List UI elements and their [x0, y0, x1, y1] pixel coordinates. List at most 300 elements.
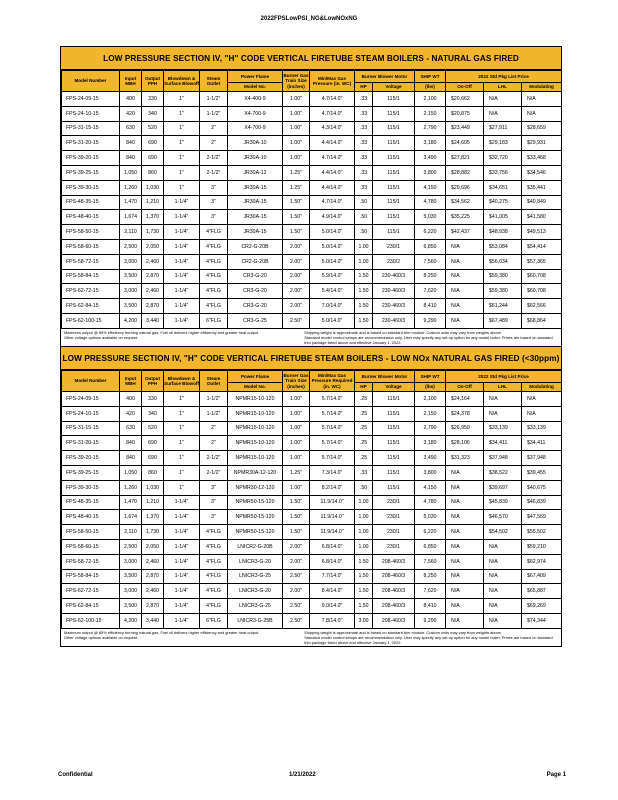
table-cell: $40,275	[484, 195, 522, 210]
table-cell: 1.00"	[283, 406, 310, 421]
table-cell: N/A	[522, 392, 562, 407]
table-cell: 2.00"	[283, 269, 310, 284]
table-cell: $35,441	[522, 180, 562, 195]
table-cell: $49,513	[522, 225, 562, 240]
col-output: Output PPH	[142, 71, 164, 92]
table-cell: FPS-62-100-15	[62, 613, 120, 628]
table-row	[62, 569, 562, 584]
table-cell: 690	[142, 451, 164, 466]
table-cell: N/A	[446, 613, 484, 628]
table-cell: FPS-39-20-15	[62, 451, 120, 466]
footnote: Other voltage options available on request.	[64, 634, 138, 640]
table-cell: 1,050	[120, 465, 142, 480]
table-cell: $40,849	[522, 195, 562, 210]
table-cell: 1-1/4"	[164, 554, 200, 569]
table-cell: 1"	[164, 480, 200, 495]
table-cell: $48,938	[484, 225, 522, 240]
table-cell: .25	[355, 436, 373, 451]
price-table	[61, 370, 562, 629]
table-cell: 8,250	[415, 269, 446, 284]
table-row	[62, 195, 562, 210]
table-cell: 4.7/14.0"	[310, 151, 355, 166]
col-blower-motor: Burner Blower Motor	[355, 371, 415, 383]
table-cell: 9.0/14.0"	[310, 599, 355, 614]
footnote: Standard model control setups are recommendation only. User may specify any set-up option for any model boiler. Prices are based on standard trim package listed above and effective January 1, 2022.	[304, 334, 553, 345]
table-cell: 1,370	[142, 510, 164, 525]
col-model-number: Model Number	[62, 371, 120, 392]
table-cell: 5.0/14.0"	[310, 313, 355, 328]
table-cell: 115/1	[373, 136, 415, 151]
table-row	[62, 406, 562, 421]
document-title: 2022FPSLowPSI_NG&LowNOxNG	[260, 16, 358, 22]
table-cell: 2-1/2"	[200, 151, 228, 166]
table-cell: $62,974	[522, 554, 562, 569]
table-cell: .50	[355, 225, 373, 240]
table-cell: 2,500	[120, 239, 142, 254]
table-cell: $55,502	[522, 525, 562, 540]
table-cell: LNICR3-G-25	[228, 599, 283, 614]
col-blower-motor: Burner Blower Motor	[355, 71, 415, 83]
table-cell: 115/1	[373, 392, 415, 407]
table-cell: 115/1	[373, 92, 415, 107]
table-cell: $29,183	[484, 136, 522, 151]
table-cell: 1-1/4"	[164, 269, 200, 284]
table-cell: LNICR2-G-20B	[228, 539, 283, 554]
table-cell: 5,030	[415, 210, 446, 225]
table-cell: 2.00"	[283, 554, 310, 569]
table-cell: 1"	[164, 165, 200, 180]
table-cell: 1-1/4"	[164, 599, 200, 614]
table-row	[62, 151, 562, 166]
table-cell: 1-1/4"	[164, 313, 200, 328]
table-cell: 5.7/14.0"	[310, 421, 355, 436]
footer-page-number: Page 1	[546, 772, 566, 778]
table-cell: 230-460/3	[373, 269, 415, 284]
footnote: Shipping weight is approximate and is based on standard trim module. Custom units may vary from weights above.	[304, 329, 502, 335]
table-cell: 1.00"	[283, 436, 310, 451]
table-cell: $65,887	[522, 584, 562, 599]
table-cell: N/A	[446, 569, 484, 584]
table-cell: 520	[142, 121, 164, 136]
table-cell: 115/1	[373, 195, 415, 210]
table-cell: 3,440	[142, 313, 164, 328]
table-cell: FPS-24-10-15	[62, 406, 120, 421]
table-cell: 8.2/14.0"	[310, 480, 355, 495]
table-row	[62, 299, 562, 314]
table-cell: 1,674	[120, 210, 142, 225]
table-cell: 1.50	[355, 269, 373, 284]
table-cell: 115/1	[373, 106, 415, 121]
table-cell: 11.9/14.0"	[310, 525, 355, 540]
table-cell: FPS-24-10-15	[62, 106, 120, 121]
table-cell: 1-1/2"	[200, 92, 228, 107]
table-cell: 1.50	[355, 554, 373, 569]
table-cell: 7,620	[415, 284, 446, 299]
col-steam-outlet: Steam Outlet	[200, 71, 228, 92]
table-row	[62, 480, 562, 495]
table-cell: X4-400-9	[228, 92, 283, 107]
table-cell: .33	[355, 136, 373, 151]
table-cell: X4-700-9	[228, 106, 283, 121]
table-cell: 4.4/14.0"	[310, 136, 355, 151]
table-cell: 4"FLG	[200, 554, 228, 569]
table-cell: 1.50	[355, 313, 373, 328]
table-cell: 1-1/4"	[164, 225, 200, 240]
col-gas-pressure: Min/Max Gas Pressure (in. WC)	[310, 71, 355, 92]
table-cell: 2.50"	[283, 313, 310, 328]
table-cell: 690	[142, 151, 164, 166]
table-cell: FPS-24-09-15	[62, 92, 120, 107]
table-cell: .33	[355, 121, 373, 136]
table-cell: 1-1/4"	[164, 539, 200, 554]
table-cell: 630	[120, 121, 142, 136]
table-cell: FPS-31-20-15	[62, 136, 120, 151]
table-cell: 400	[120, 92, 142, 107]
table-cell: 4,200	[120, 313, 142, 328]
table-cell: $56,034	[484, 254, 522, 269]
table-cell: 1.50"	[283, 525, 310, 540]
table-cell: 9,290	[415, 313, 446, 328]
table-cell: 1-1/4"	[164, 239, 200, 254]
table-cell: 1"	[164, 180, 200, 195]
table-cell: NPMR15-10-120	[228, 392, 283, 407]
table-cell: N/A	[446, 254, 484, 269]
table-cell: .33	[355, 106, 373, 121]
table-cell: 4,150	[415, 180, 446, 195]
table-cell: 3.00	[355, 613, 373, 628]
table-cell: LNICR3-G-20	[228, 584, 283, 599]
table-cell: 3,500	[120, 269, 142, 284]
table-cell: N/A	[522, 406, 562, 421]
table-cell: FPS-58-84-15	[62, 569, 120, 584]
table-cell: 1.00	[355, 495, 373, 510]
table-cell: $33,468	[522, 151, 562, 166]
table-cell: N/A	[522, 106, 562, 121]
table-cell: 11.9/14.0"	[310, 495, 355, 510]
table-cell: JR30A-15	[228, 225, 283, 240]
table-cell: N/A	[484, 613, 522, 628]
table-cell: 2,110	[120, 525, 142, 540]
table-cell: 208-460/3	[373, 569, 415, 584]
table-cell: 1,730	[142, 525, 164, 540]
table-row	[62, 554, 562, 569]
table-cell: 230/1	[373, 539, 415, 554]
table-cell: 2,050	[142, 539, 164, 554]
table-cell: NPMR15-10-120	[228, 451, 283, 466]
table-cell: 3,000	[120, 584, 142, 599]
table-cell: 5.7/14.0"	[310, 436, 355, 451]
table-cell: 115/1	[373, 465, 415, 480]
table-cell: 4.9/14.0"	[310, 210, 355, 225]
table-cell: FPS-58-50-15	[62, 525, 120, 540]
table-cell: 2"	[200, 121, 228, 136]
table-cell: 5.7/14.0"	[310, 451, 355, 466]
footnote: Maximum output @ 85% efficiency burning natural gas. Fuel oil delivers higher efficiency and greater heat output.	[64, 329, 260, 335]
table-cell: 340	[142, 106, 164, 121]
col-modulating: Modulating	[522, 83, 562, 92]
table-cell: N/A	[446, 465, 484, 480]
table-cell: 840	[120, 436, 142, 451]
table-cell: $34,546	[522, 165, 562, 180]
col-blowdown: Blowdown & Surface Blowoff	[164, 371, 200, 392]
table-cell: 7.0/14.0"	[310, 299, 355, 314]
table-cell: 1,730	[142, 225, 164, 240]
table-cell: 7,560	[415, 554, 446, 569]
col-model-no: Model No.	[228, 83, 283, 92]
table-row	[62, 121, 562, 136]
table-cell: 4"FLG	[200, 599, 228, 614]
table-cell: 5.4/14.0"	[310, 284, 355, 299]
table-row	[62, 436, 562, 451]
footnote: Standard model control setups are recommendation only. User may specify any set-up option for any model boiler. Prices are based on standard trim package listed above and effective January 1, 2022.	[304, 634, 553, 645]
table-cell: N/A	[446, 284, 484, 299]
table-cell: FPS-58-84-15	[62, 269, 120, 284]
table-cell: 1,030	[142, 480, 164, 495]
col-voltage: Voltage	[373, 83, 415, 92]
col-blowdown: Blowdown & Surface Blowoff	[164, 71, 200, 92]
table-cell: 630	[120, 421, 142, 436]
table-cell: 2,100	[415, 92, 446, 107]
table-cell: FPS-39-30-15	[62, 480, 120, 495]
table-cell: 1.50"	[283, 195, 310, 210]
table-cell: 1.00	[355, 525, 373, 540]
table-cell: N/A	[484, 599, 522, 614]
table-cell: $37,948	[522, 451, 562, 466]
table-cell: 1-1/2"	[200, 106, 228, 121]
table-row	[62, 180, 562, 195]
table-cell: LNICR3-G-20	[228, 554, 283, 569]
footer-confidential: Confidential	[58, 772, 93, 778]
table-cell: CR2-G-20B	[228, 254, 283, 269]
table-row	[62, 225, 562, 240]
table-body	[62, 92, 562, 329]
col-lhl: LHL	[484, 383, 522, 392]
table-row	[62, 284, 562, 299]
table-cell: 4"FLG	[200, 525, 228, 540]
table-cell: 3"	[200, 195, 228, 210]
table-cell: N/A	[484, 539, 522, 554]
col-hp: HP	[355, 83, 373, 92]
table-row	[62, 239, 562, 254]
footnotes	[61, 629, 561, 646]
table-cell: $34,651	[484, 180, 522, 195]
col-ship-wt: SHIP WT	[415, 371, 446, 383]
table-cell: FPS-62-72-15	[62, 284, 120, 299]
table-cell: $24,164	[446, 392, 484, 407]
table-cell: 1.50	[355, 584, 373, 599]
table-cell: 4.7/14.0"	[310, 195, 355, 210]
table-cell: 1.00	[355, 239, 373, 254]
table-cell: 4.3/14.0"	[310, 121, 355, 136]
table-cell: $28,659	[522, 121, 562, 136]
table-cell: 860	[142, 465, 164, 480]
table-cell: $28,106	[446, 436, 484, 451]
table-cell: $42,437	[446, 225, 484, 240]
table-row	[62, 421, 562, 436]
table-cell: 1.25"	[283, 180, 310, 195]
table-cell: 2.00"	[283, 299, 310, 314]
table-cell: LNICR3-G-25B	[228, 613, 283, 628]
table-cell: 1-1/4"	[164, 525, 200, 540]
table-cell: 2.00"	[283, 254, 310, 269]
table-cell: NPMR15-10-120	[228, 406, 283, 421]
table-cell: FPS-24-09-15	[62, 392, 120, 407]
table-cell: 2,100	[415, 392, 446, 407]
table-cell: $46,570	[484, 510, 522, 525]
table-cell: NPMR50-15-120	[228, 495, 283, 510]
table-cell: 208-460/3	[373, 584, 415, 599]
table-row	[62, 136, 562, 151]
table-cell: NPMR50-15-120	[228, 525, 283, 540]
col-list-price: 2022 Std Pkg List Price	[446, 71, 562, 83]
price-table	[61, 70, 562, 329]
footer-date: 1/21/2022	[289, 772, 316, 778]
table-cell: $20,875	[446, 106, 484, 121]
table-cell: $23,449	[446, 121, 484, 136]
table-cell: 7,620	[415, 584, 446, 599]
table-cell: 3"	[200, 180, 228, 195]
table-cell: 4"FLG	[200, 284, 228, 299]
table-cell: 4"FLG	[200, 539, 228, 554]
table-cell: 5.0/14.0"	[310, 239, 355, 254]
col-voltage: Voltage	[373, 383, 415, 392]
table-cell: 330	[142, 392, 164, 407]
table-cell: $35,225	[446, 210, 484, 225]
table-cell: $54,502	[484, 525, 522, 540]
footnote: Shipping weight is approximate and is based on standard trim module. Custom units may vary from weights above.	[304, 629, 502, 635]
table-row	[62, 465, 562, 480]
table-cell: $62,566	[522, 299, 562, 314]
footnote: Other voltage options available on request.	[64, 334, 138, 340]
table-cell: 115/1	[373, 406, 415, 421]
table-cell: 2,460	[142, 284, 164, 299]
table-cell: N/A	[446, 313, 484, 328]
table-cell: 7.3/14.0"	[310, 465, 355, 480]
table-cell: FPS-31-15-15	[62, 121, 120, 136]
table-cell: 2,150	[415, 106, 446, 121]
table-cell: $33,756	[484, 165, 522, 180]
table-cell: 1.25"	[283, 465, 310, 480]
table-cell: 1-1/2"	[200, 406, 228, 421]
table-cell: 1"	[164, 451, 200, 466]
table-cell: 1-1/4"	[164, 613, 200, 628]
table-cell: 690	[142, 136, 164, 151]
table-cell: 3"	[200, 210, 228, 225]
table-cell: 230-460/3	[373, 313, 415, 328]
table-cell: 2.00"	[283, 284, 310, 299]
table-cell: 4.7/14.0"	[310, 92, 355, 107]
table-cell: 1.50"	[283, 495, 310, 510]
table-cell: 420	[120, 406, 142, 421]
table-cell: $33,139	[484, 421, 522, 436]
table-cell: 4"FLG	[200, 225, 228, 240]
table-cell: N/A	[484, 392, 522, 407]
table-row	[62, 495, 562, 510]
table-cell: X4-700-9	[228, 121, 283, 136]
table-cell: 2,870	[142, 269, 164, 284]
table-cell: .50	[355, 480, 373, 495]
table-cell: FPS-39-25-15	[62, 165, 120, 180]
table-cell: $27,821	[446, 151, 484, 166]
table-cell: CR3-G-20	[228, 299, 283, 314]
table-cell: 1-1/4"	[164, 569, 200, 584]
table-cell: 340	[142, 406, 164, 421]
table-cell: 1.50	[355, 569, 373, 584]
col-steam-outlet: Steam Outlet	[200, 371, 228, 392]
table-cell: 1,470	[120, 495, 142, 510]
table-cell: 6,220	[415, 225, 446, 240]
table-cell: FPS-58-72-15	[62, 254, 120, 269]
table-cell: 1,260	[120, 480, 142, 495]
table-row	[62, 613, 562, 628]
table-cell: 1.50"	[283, 225, 310, 240]
table-cell: 4"FLG	[200, 269, 228, 284]
table-cell: 2.50"	[283, 599, 310, 614]
table-cell: $67,409	[522, 569, 562, 584]
col-input: Input MBH	[120, 371, 142, 392]
table-cell: 1.50"	[283, 210, 310, 225]
table-cell: NPMR30A-12-120	[228, 465, 283, 480]
table-cell: LNICR3-G-25	[228, 569, 283, 584]
col-input: Input MBH	[120, 71, 142, 92]
table-cell: 3,490	[415, 151, 446, 166]
table-cell: $40,675	[522, 480, 562, 495]
table-cell: 1-1/4"	[164, 584, 200, 599]
table-cell: 1-1/4"	[164, 510, 200, 525]
table-cell: 2.50"	[283, 613, 310, 628]
table-cell: 230/1	[373, 239, 415, 254]
table-cell: .50	[355, 210, 373, 225]
table-cell: 2-1/2"	[200, 451, 228, 466]
table-cell: FPS-39-25-15	[62, 465, 120, 480]
table-cell: $31,323	[446, 451, 484, 466]
table-cell: N/A	[446, 599, 484, 614]
table-cell: 1"	[164, 136, 200, 151]
table-row	[62, 254, 562, 269]
col-ship-wt: SHIP WT	[415, 71, 446, 83]
table-cell: 8,410	[415, 299, 446, 314]
table-cell: 840	[120, 451, 142, 466]
col-hp: HP	[355, 383, 373, 392]
table-cell: 1"	[164, 151, 200, 166]
table-cell: 1,210	[142, 195, 164, 210]
col-model-no: Model No.	[228, 383, 283, 392]
table-cell: 1.00"	[283, 392, 310, 407]
table-cell: 230/2	[373, 254, 415, 269]
table-cell: 5.0/14.0"	[310, 254, 355, 269]
table-cell: 6,850	[415, 239, 446, 254]
table-cell: 3,000	[120, 554, 142, 569]
col-gas-pressure: Min/Max Gas Pressure Required (in. WC)	[310, 371, 355, 392]
table-cell: 2,790	[415, 421, 446, 436]
table-cell: N/A	[484, 569, 522, 584]
col-modulating: Modulating	[522, 383, 562, 392]
table-cell: 4,200	[120, 613, 142, 628]
table-cell: .25	[355, 392, 373, 407]
table-cell: N/A	[446, 525, 484, 540]
table-cell: 230-460/3	[373, 284, 415, 299]
table-cell: 4,150	[415, 480, 446, 495]
table-cell: $39,697	[484, 480, 522, 495]
table-cell: 1,260	[120, 180, 142, 195]
table-row	[62, 539, 562, 554]
table-cell: NPMR50-15-120	[228, 510, 283, 525]
table-cell: N/A	[446, 495, 484, 510]
table-cell: 3,500	[120, 299, 142, 314]
table-cell: 3"	[200, 480, 228, 495]
table-cell: 115/1	[373, 165, 415, 180]
table-cell: 2"	[200, 421, 228, 436]
